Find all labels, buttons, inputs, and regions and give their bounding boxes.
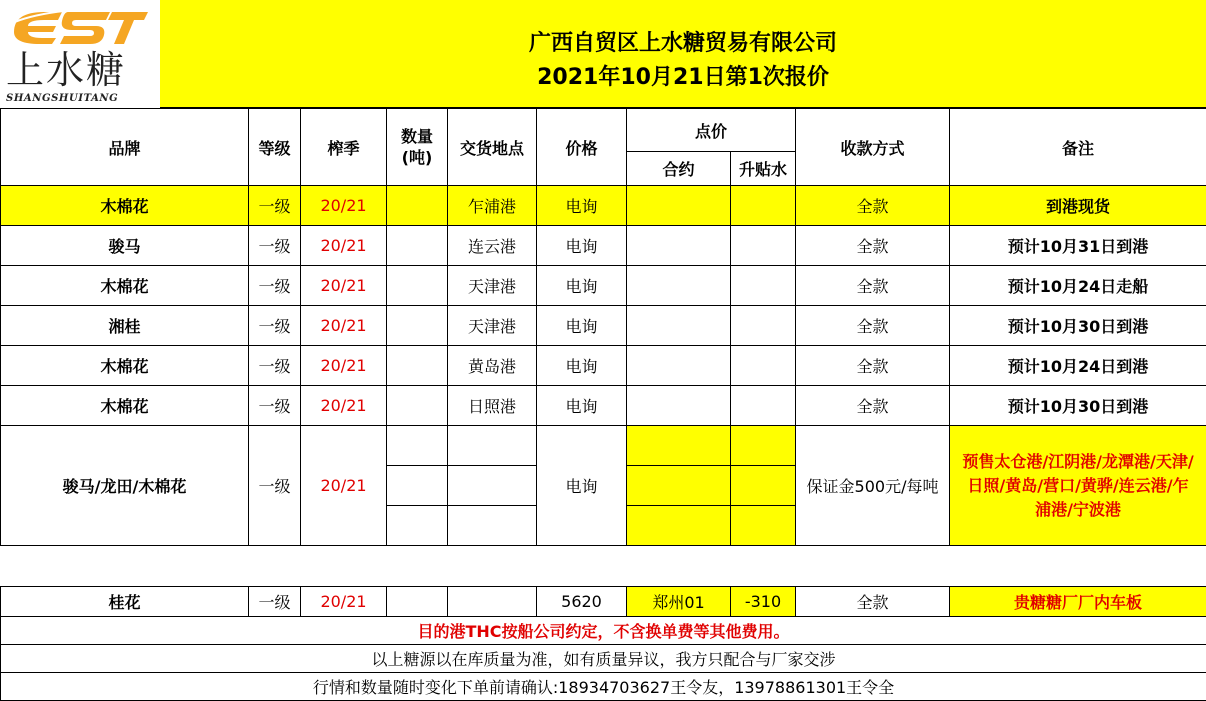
cell-qty — [387, 466, 448, 506]
cell-brand: 骏马 — [1, 226, 249, 266]
cell-season: 20/21 — [301, 346, 387, 386]
header-location: 交货地点 — [448, 109, 537, 186]
cell-brand: 骏马/龙田/木棉花 — [1, 426, 249, 546]
table-row — [1, 266, 1206, 306]
header-basis: 升贴水 — [731, 152, 796, 186]
cell-remark: 预计10月31日到港 — [950, 226, 1206, 266]
cell-contract — [627, 386, 731, 426]
note-quality: 以上糖源以在库质量为准，如有质量异议，我方只配合与厂家交涉 — [1, 645, 1206, 673]
cell-season: 20/21 — [301, 386, 387, 426]
cell-price: 电询 — [537, 226, 627, 266]
table-row — [1, 306, 1206, 346]
cell-brand: 木棉花 — [1, 266, 249, 306]
cell-contract — [627, 186, 731, 226]
cell-grade: 一级 — [249, 346, 301, 386]
company-logo — [0, 0, 160, 108]
logo-english: SHANGSHUITANG — [6, 93, 118, 104]
company-title: 广西自贸区上水糖贸易有限公司 — [160, 26, 1206, 57]
table-row — [1, 226, 1206, 266]
cell-location: 天津港 — [448, 306, 537, 346]
cell-remark: 预计10月30日到港 — [950, 386, 1206, 426]
spacer-cell — [1, 546, 1206, 587]
cell-payment: 全款 — [796, 587, 950, 617]
table-row — [1, 386, 1206, 426]
cell-remark: 预计10月24日走船 — [950, 266, 1206, 306]
header-point-price: 点价 — [627, 109, 796, 152]
cell-season: 20/21 — [301, 266, 387, 306]
header-grade: 等级 — [249, 109, 301, 186]
cell-contract — [627, 506, 731, 546]
cell-payment: 全款 — [796, 266, 950, 306]
cell-price: 电询 — [537, 386, 627, 426]
cell-brand: 木棉花 — [1, 346, 249, 386]
note-row — [1, 673, 1206, 701]
cell-contract — [627, 426, 731, 466]
cell-grade: 一级 — [249, 386, 301, 426]
cell-basis: -310 — [731, 587, 796, 617]
cell-location: 日照港 — [448, 386, 537, 426]
quote-date-title: 2021年10月21日第1次报价 — [160, 60, 1206, 91]
cell-basis — [731, 466, 796, 506]
logo-mark-icon — [10, 2, 150, 46]
cell-location — [448, 426, 537, 466]
table-row — [1, 587, 1206, 617]
cell-season: 20/21 — [301, 587, 387, 617]
cell-grade: 一级 — [249, 186, 301, 226]
cell-basis — [731, 426, 796, 466]
cell-price: 5620 — [537, 587, 627, 617]
cell-basis — [731, 346, 796, 386]
cell-season: 20/21 — [301, 186, 387, 226]
cell-qty — [387, 506, 448, 546]
cell-basis — [731, 186, 796, 226]
cell-grade: 一级 — [249, 266, 301, 306]
cell-price: 电询 — [537, 346, 627, 386]
cell-price: 电询 — [537, 426, 627, 546]
cell-qty — [387, 186, 448, 226]
cell-grade: 一级 — [249, 587, 301, 617]
cell-grade: 一级 — [249, 306, 301, 346]
spacer-row — [1, 546, 1206, 587]
cell-qty — [387, 426, 448, 466]
cell-remark: 到港现货 — [950, 186, 1206, 226]
cell-remark: 预计10月24日到港 — [950, 346, 1206, 386]
cell-remark: 贵糖糖厂厂内车板 — [950, 587, 1206, 617]
header-contract: 合约 — [627, 152, 731, 186]
cell-contract — [627, 306, 731, 346]
cell-location: 黄岛港 — [448, 346, 537, 386]
cell-contract — [627, 226, 731, 266]
note-thc: 目的港THC按船公司约定，不含换单费等其他费用。 — [1, 617, 1206, 645]
cell-payment: 全款 — [796, 346, 950, 386]
note-row — [1, 645, 1206, 673]
table-row — [1, 346, 1206, 386]
header-qty: 数量 (吨) — [387, 109, 448, 186]
cell-season: 20/21 — [301, 226, 387, 266]
table-row — [1, 186, 1206, 226]
cell-basis — [731, 226, 796, 266]
cell-remark: 预售太仓港/江阴港/龙潭港/天津/日照/黄岛/营口/黄骅/连云港/乍浦港/宁波港 — [950, 426, 1206, 546]
cell-basis — [731, 386, 796, 426]
quote-table — [0, 108, 1206, 701]
cell-grade: 一级 — [249, 426, 301, 546]
cell-remark: 预计10月30日到港 — [950, 306, 1206, 346]
cell-payment: 全款 — [796, 226, 950, 266]
cell-brand: 桂花 — [1, 587, 249, 617]
cell-basis — [731, 306, 796, 346]
cell-payment: 全款 — [796, 186, 950, 226]
cell-contract — [627, 466, 731, 506]
header-price: 价格 — [537, 109, 627, 186]
presale-row — [1, 426, 1206, 466]
header-season: 榨季 — [301, 109, 387, 186]
cell-payment: 全款 — [796, 306, 950, 346]
cell-qty — [387, 226, 448, 266]
logo-chinese: 上水糖 — [6, 48, 126, 92]
cell-location: 连云港 — [448, 226, 537, 266]
cell-contract — [627, 346, 731, 386]
cell-payment: 全款 — [796, 386, 950, 426]
cell-qty — [387, 346, 448, 386]
header-banner — [0, 0, 1206, 108]
cell-price: 电询 — [537, 266, 627, 306]
note-row — [1, 617, 1206, 645]
cell-qty — [387, 386, 448, 426]
cell-brand: 湘桂 — [1, 306, 249, 346]
cell-qty — [387, 306, 448, 346]
cell-brand: 木棉花 — [1, 186, 249, 226]
cell-location — [448, 587, 537, 617]
cell-contract — [627, 266, 731, 306]
header-payment: 收款方式 — [796, 109, 950, 186]
cell-contract: 郑州01 — [627, 587, 731, 617]
cell-location: 乍浦港 — [448, 186, 537, 226]
note-contact: 行情和数量随时变化下单前请确认:18934703627王令友，13978861301王令全 — [1, 673, 1206, 701]
header-remark: 备注 — [950, 109, 1206, 186]
cell-season: 20/21 — [301, 426, 387, 546]
cell-location: 天津港 — [448, 266, 537, 306]
cell-grade: 一级 — [249, 226, 301, 266]
cell-price: 电询 — [537, 186, 627, 226]
cell-payment: 保证金500元/每吨 — [796, 426, 950, 546]
header-brand: 品牌 — [1, 109, 249, 186]
cell-basis — [731, 506, 796, 546]
cell-location — [448, 466, 537, 506]
cell-price: 电询 — [537, 306, 627, 346]
cell-basis — [731, 266, 796, 306]
cell-location — [448, 506, 537, 546]
cell-season: 20/21 — [301, 306, 387, 346]
cell-brand: 木棉花 — [1, 386, 249, 426]
cell-qty — [387, 587, 448, 617]
cell-qty — [387, 266, 448, 306]
